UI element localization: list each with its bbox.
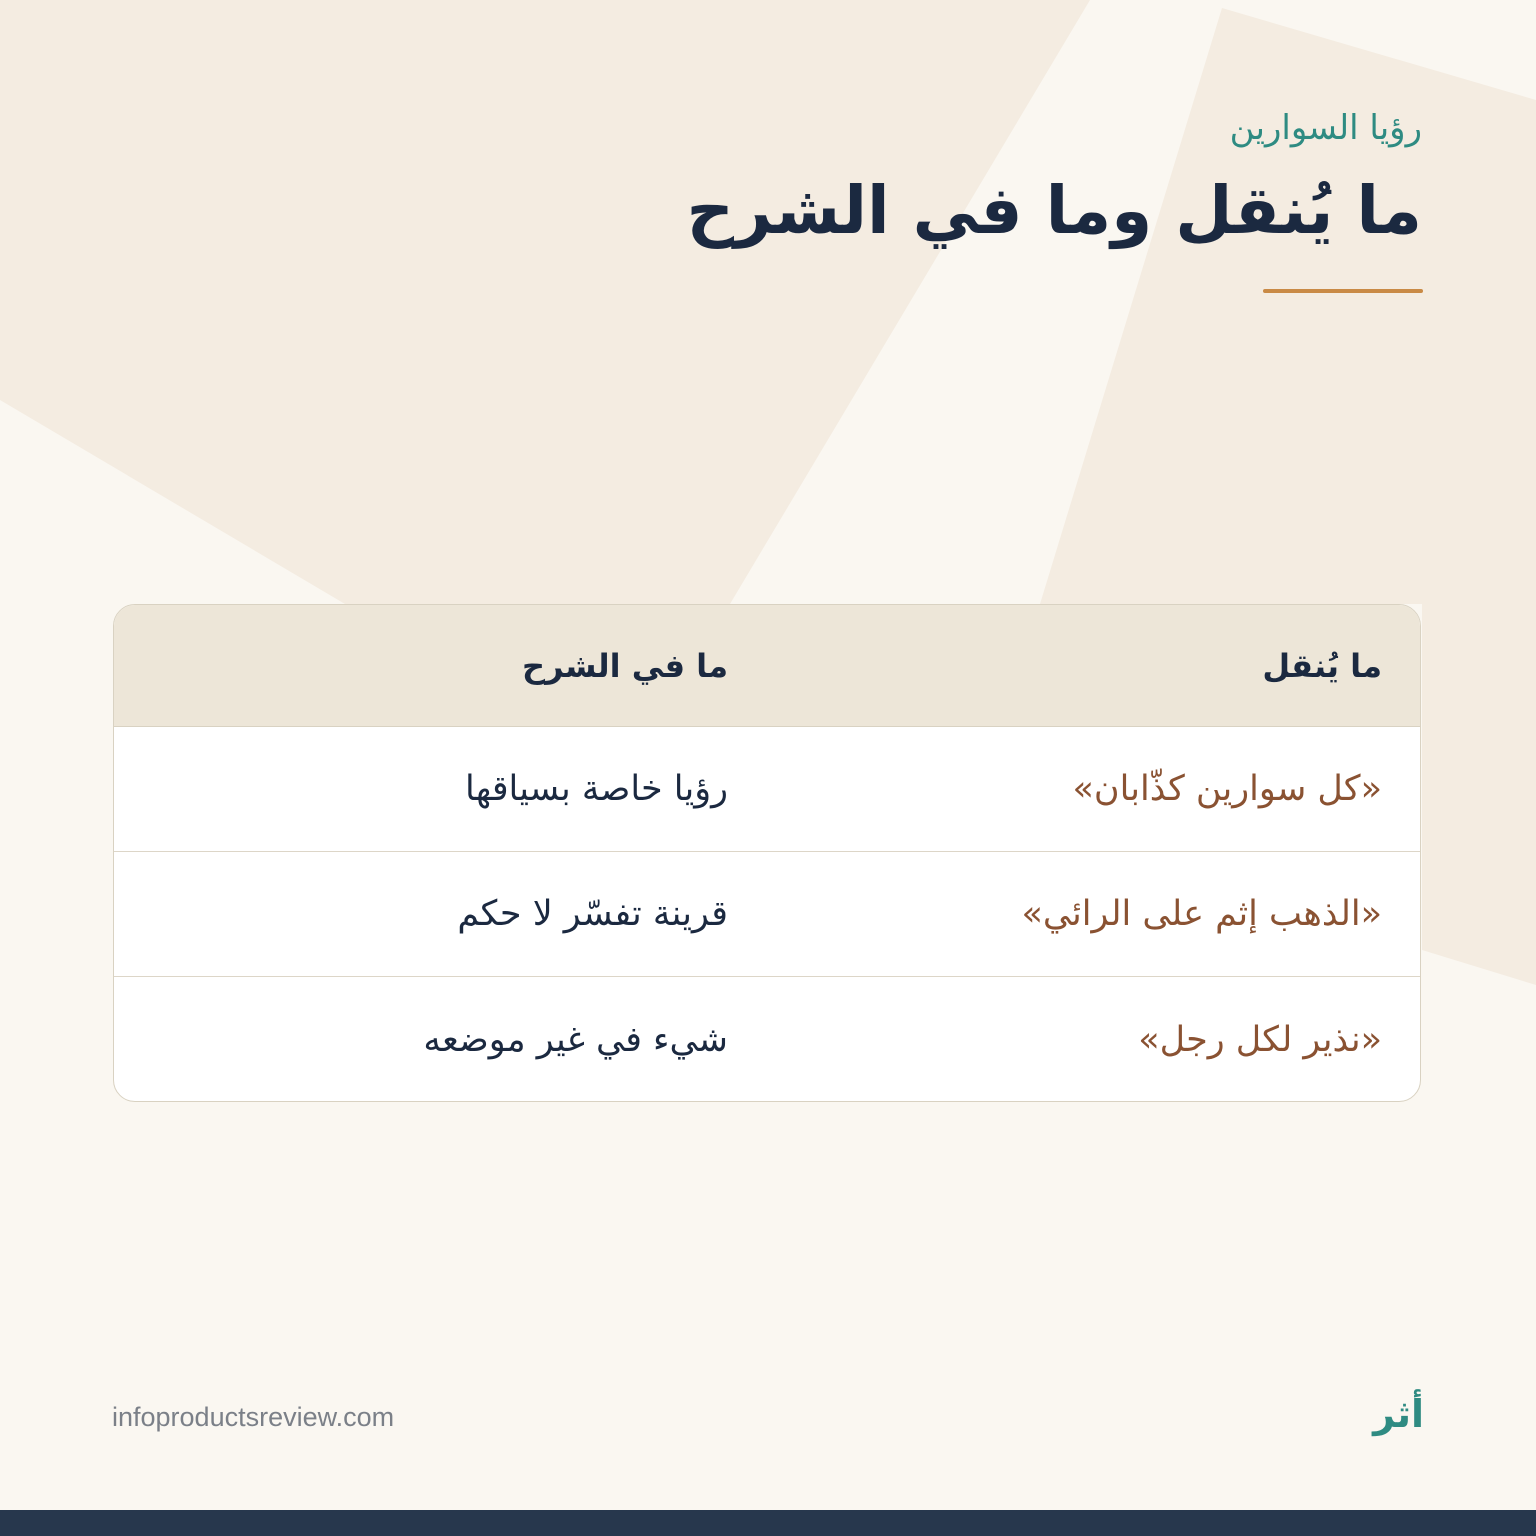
footer-url: infoproductsreview.com [112, 1402, 395, 1432]
table-row [114, 852, 1420, 977]
eyebrow-label: رؤيا السوارين [1229, 108, 1422, 148]
explanation-cell: رؤيا خاصة بسياقها [465, 769, 728, 809]
comparison-table [113, 604, 1421, 1102]
title-underline [1263, 289, 1423, 293]
table-header [114, 605, 1420, 727]
column-header-explanation: ما في الشرح [522, 646, 728, 685]
transmitted-cell: «كل سوارين كذّابان» [1072, 769, 1382, 809]
brand-logo: أثر [1373, 1392, 1424, 1436]
table-row [114, 727, 1420, 852]
page-title: ما يُنقل وما في الشرح [686, 172, 1422, 249]
explanation-cell: شيء في غير موضعه [423, 1019, 728, 1060]
bottom-bar [0, 1510, 1536, 1536]
transmitted-cell: «نذير لكل رجل» [1138, 1019, 1382, 1060]
table-row [114, 977, 1420, 1102]
transmitted-cell: «الذهب إثم على الرائي» [1021, 894, 1382, 934]
column-header-transmitted: ما يُنقل [1262, 646, 1382, 685]
explanation-cell: قرينة تفسّر لا حكم [457, 894, 728, 934]
